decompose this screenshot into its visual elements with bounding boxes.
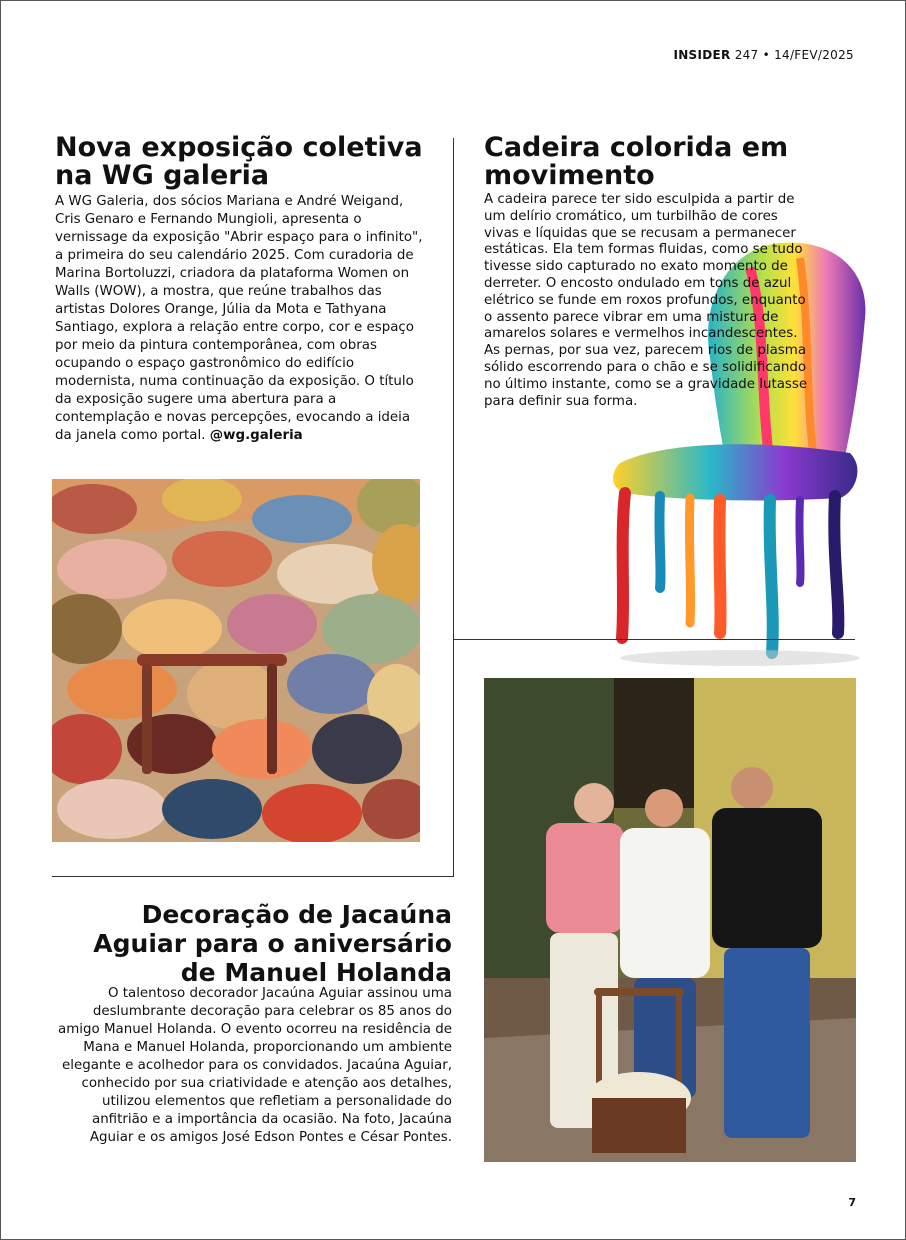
gallery-handle[interactable]: @wg.galeria (209, 428, 303, 443)
chair-body: A cadeira parece ter sido esculpida a partir de um delírio cromático, um turbilhão de cores vivas e líquidas que se recusam a permanecer estáticas. Ela tem formas fluidas, como se tudo tivesse sido capturado no exato momento de derreter. O encosto ondulado em tons de azul elétrico se funde em roxos profundos, enquanto o assento parece vibrar em uma mistura de amarelos solares e vermelhos incandescentes. As pernas, por sua vez, parecem rios de plasma sólido escorrendo para o chão e se solidificando no último instante, como se a gravidade lutasse para definir sua forma. (484, 192, 808, 409)
exhibition-headline: Nova exposição coletiva na WG galeria (55, 132, 423, 191)
chair-headline: Cadeira colorida em movimento (484, 132, 789, 191)
column-divider (453, 138, 454, 876)
birthday-headline: Decoração de Jacaúna Aguiar para o aniversário de Manuel Holanda (93, 900, 452, 987)
section-divider-left (52, 876, 454, 877)
page-header (673, 48, 854, 62)
magazine-brand: INSIDER (673, 48, 731, 62)
exhibition-body-text: A WG Galeria, dos sócios Mariana e André Weigand, Cris Genaro e Fernando Mungioli, apresenta o vernissage da exposição "Abrir espaço para o infinito", a primeira do seu calendário 2025. Com curadoria de Marina Bortoluzzi, criadora da plataforma Women on Walls (WOW), a mostra, que reúne trabalhos das artistas Dolores Orange, Júlia da Mota e Tathyana Santiago, explora a relação entre corpo, cor e espaço por meio da pintura contemporânea, com obras ocupando o espaço gastronômico do edifício modernista, numa continuação da exposição. O título da exposição sugere uma abertura para a contemplação e novas percepções, evocando a ideia da janela como portal. (55, 194, 423, 443)
section-divider-right (453, 639, 855, 640)
issue-info: 247 • 14/FEV/2025 (734, 48, 854, 62)
abstract-painting-image (52, 479, 420, 842)
birthday-body: O talentoso decorador Jacaúna Aguiar assinou uma deslumbrante decoração para celebrar os 85 anos do amigo Manuel Holanda. O evento ocorreu na residência de Mana e Manuel Holanda, proporcionando um ambiente elegante e acolhedor para os convidados. Jacaúna Aguiar, conhecido por sua criatividade e atenção aos detalhes, utilizou elementos que refletiam a personalidade do anfitrião e a importância da ocasião. Na foto, Jacaúna Aguiar e os amigos José Edson Pontes e César Pontes. (58, 986, 452, 1145)
page-number: 7 (848, 1196, 856, 1209)
exhibition-body (55, 193, 427, 445)
party-photo-image (484, 678, 856, 1162)
